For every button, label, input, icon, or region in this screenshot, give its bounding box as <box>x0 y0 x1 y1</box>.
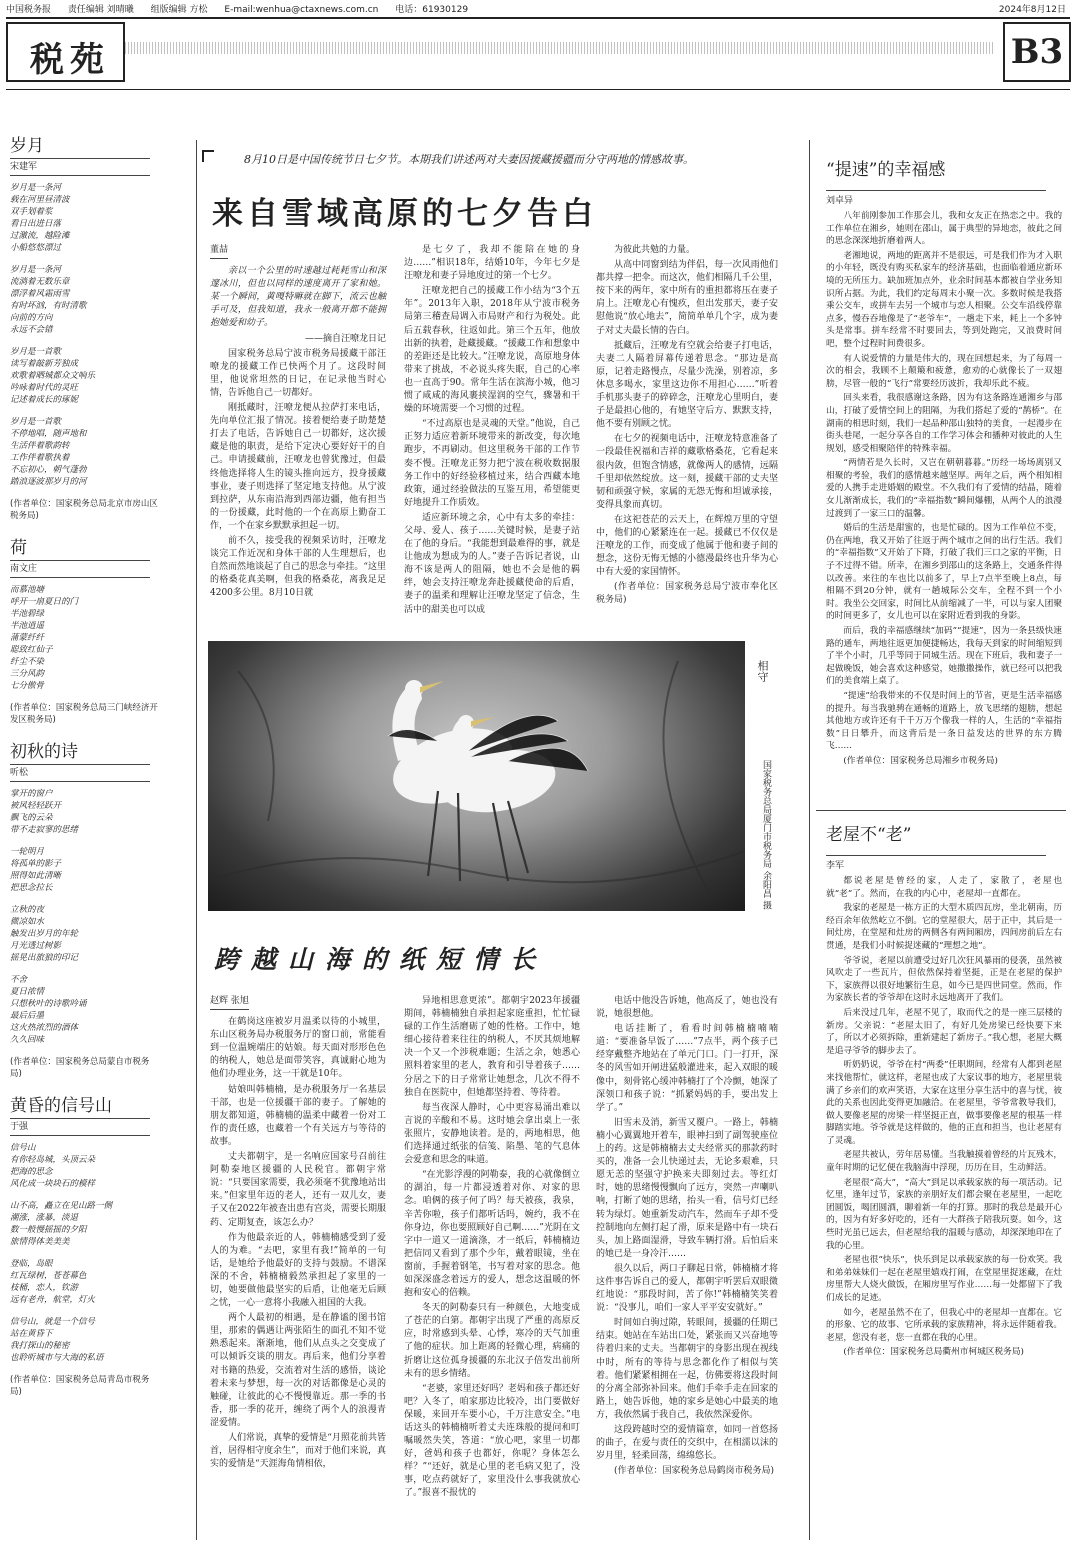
poem-byline: (作者单位：国家税务总局北京市房山区税务局) <box>10 499 158 521</box>
paragraph: 适应新环境之余，心中有太多的牵挂：父母、爱人、孩子……关键时候，是妻子站在了他的身后。“我能想到最难得的事，就是让他成为想成为的人。”妻子告诉记者说，山海不该是两人的阻隔，她也不会是他的羁绊，她会支持汪嘹龙奔赴援藏使命的后盾，妻子的温柔和理解让汪嘹龙坚定了信念，生活中的甜美也可以成 <box>404 512 580 615</box>
article3-title: “提速”的幸福感 <box>826 160 946 180</box>
poem-line: 流淌着无数乐章 <box>10 277 70 287</box>
paragraph: 每当夜深人静时，心中更容易涌出难以言说的辛酸和不易。这时她会拿出桌上一张张照片，安静地读着。是的，两地相思，他们选择通过纸张的信笺、陷墨、笔的气息体会爱意和思念的味道。 <box>404 1102 580 1166</box>
poem-line: 微凉如水 <box>10 917 45 927</box>
paragraph: 老湘地说，两地的距离并不是很远，可是我们作为才入职的小年轻，既没有购买私家车的经济基础，也面临着通应新环境的无所压力。缺加班加点外，业余时间基本都被自学业务知识所占据。为此，我们约定每周末小聚一次。多数时候是我搭乘公交车，或拼车去另一个城市与恋人相聚。公交车沿线停靠点多，慢吞吞地像是了“老爷车”，一趟走下来，耗上一个多钟头是常事。拼车经常不时要回去，等到处跑完，又浪费时间吧，整个过程时间费很多。 <box>826 250 1062 349</box>
poem-line: 掌开的窗户 <box>10 789 53 799</box>
paragraph: 是七夕了，我却不能陪在她的身边……”相识18年，结婚10年，今年七夕是汪嘹龙和妻子异地度过的第一个七夕。 <box>404 245 580 282</box>
paragraph: 这段跨越时空的爱情篇章，如同一首悠扬的曲子，在爱与责任的交织中，在相濡以沫的岁月里，轻柔回荡，绵绵悠长。 <box>596 1425 778 1462</box>
poem-line: 我打探山的秘密 <box>10 1341 70 1351</box>
poem-line: 有你轻岛城，头顶云朵 <box>10 1155 96 1165</box>
poem-line: 看日出进日落 <box>10 219 62 229</box>
paragraph: (作者单位：国家税务总局湘乡市税务局) <box>843 755 998 766</box>
poem-line: 一轮明月 <box>10 847 45 857</box>
poem-line: 岁月是一条河 <box>10 183 62 193</box>
paragraph: 抵藏后，汪嘹龙有空就会给妻子打电话，夫妻二人隔着屏幕传递着思念。“那边是高原，记着走路慢点，尽量少洗澡，别着凉，多休息多喝水，家里这边你不用担心……”听着手机那头妻子的碎碎念，汪嘹龙心里明白，妻子是最担心他的，有她坚守后方、默默支持，他不要有别顾之忧。 <box>596 340 778 430</box>
paragraph: “提速”给我带来的不仅是时间上的节省，更是生活幸福感的提升。每当我驰骋在通畅的道路上，放飞思绪的翅膀，想起其他地方或许还有千千万万个像我一样的人，生活的“幸福指数”日日攀升，而这背后是一条日益发达的世界的东方腾飞…… <box>826 690 1062 752</box>
poem-line: 小船悠悠漂过 <box>10 243 62 253</box>
paper-name: 中国税务报 <box>6 5 52 15</box>
poem-line: 不忘初心，朝气蓬勃 <box>10 465 87 475</box>
paragraph: 婚后的生活是甜蜜的，也是忙碌的。因为工作单位不变，仍在两地，我又开始了往返于两个城市之间的出行生活。我们的“幸福指数”又开始了下降，打破了我们三口之家的平衡，日子不过得不错。所幸，在湘乡到邵山的这条路上，交通条件得以改善。来往的车也比以前多了，早上7点半至晚上8点，每相隔不到20分钟，就有一趟城际公交车，全程不到一个小时。我坐公交回家，时间比从前缩减了一半，可以与家人团聚的时间更多了，女儿也可以在家附近看到我的身影。 <box>826 523 1062 622</box>
paragraph: “在光影浮漫的阿勒泰，我的心就像倒立的湖泊，每一片都浸透着对你、对家的思念。咱俩的孩子何了吗？每天被孩，我泉，辛苦你啦，孩子们都听话吗，婉约，我不在你身边，你也要照顾好自己啊……”光阴在文字中一道又一道滴涤，才一纸后，韩楠楠边把信同又看到了那个少年，戴着眼镜，坐在窗前，手握着钢笔，书写着对家的思念。他如深深盛念着远方的爱人，想念这温暖的怀抱和安心的倍赖。 <box>404 1170 580 1299</box>
decorative-band <box>125 42 995 54</box>
poem-stanza <box>10 1200 160 1248</box>
egret-image-icon <box>208 641 745 911</box>
poem-stanza <box>10 346 160 406</box>
masthead-rule <box>6 17 1070 19</box>
poem-line: 把海的思念 <box>10 1167 53 1177</box>
poem-stanza <box>10 846 160 894</box>
poem-author: 听松 <box>10 764 150 782</box>
paragraph: 八年前刚参加工作那会儿，我和女友正在热恋之中。我的工作单位在湘乡，她则在邵山，属于典型的异地恋，彼此之间的思念深深地折磨着两人。 <box>826 211 1062 247</box>
issue-date: 2024年8月12日 <box>998 5 1066 15</box>
poem <box>10 742 160 1080</box>
paragraph: 为彼此共勉的力量。 <box>614 245 696 255</box>
paragraph: 旧雪未及消，新雪又覆户。一路上，韩楠楠小心翼翼地开着车，眼神扫到了副驾驶座位上的药。这是韩楠楠去丈夫经常买的那款药时买的，准备一会儿快递过去，无论多艰难，只愿无恙的坚强守护换来夫即刻过去。等红灯时，她的思绪慢慢飘向了远方，突然一声喇叭响，打断了她的思绪，抬头一看，信号灯已经转为绿灯。她重新发动汽车，然而车子却不受控制地向左侧打起了滑，原来是路中有一块石头，加上路面湿滑，导致车辆打滑。后怕后来的她已是一身冷汗…… <box>596 1117 778 1259</box>
poem-line: 旅情得体美美美 <box>10 1237 70 1247</box>
photo-caption: 相守 <box>756 660 769 682</box>
poem-author: 于强 <box>10 1118 150 1136</box>
email: E-mail:wenhua@ctaxnews.com.cn <box>224 5 379 15</box>
poem <box>10 538 160 726</box>
poem-stanza <box>10 416 160 488</box>
poem-line: 岁月是一首歌 <box>10 347 62 357</box>
paragraph: 两个人最初的相遇，是在静谧的图书馆里，那索的偶遇让两张陌生的面孔不知不觉熟悉起来。渐渐地，他们从点头之交变成了可以倾诉交谈的朋友。再后来，他们分享着对书籍的热爱，交流着对生活的感悟，谈论着未来与梦想，每一次的对话都像是心灵的触碰，让彼此的心不慢慢靠近。那一季的书香，那一季的花开，缠绕了两个人的浪漫青涩爱情。 <box>210 1313 386 1428</box>
poem-line: 这火热浓烈的酒体 <box>10 1023 79 1033</box>
poem-line: 风化成一块块石的模样 <box>10 1179 96 1189</box>
paragraph: 听奶奶说，爷爷在村“两委”任职期间，经常有人都到老屋来找他帮忙，就这样，老屋也成了大家议事的地方，老屋里装满了乡亲们的欢声笑语，大家在这里分享生活中的喜与忧，彼此的关系也因此变得更加融洽。在老屋里，爷爷常教导我们，做人要像老屋的房梁一样坚挺正直，做事要像老屋的根基一样脚踏实地。爷爷就是这样做的，他的正直和担当，也让老屋有了灵魂。 <box>826 1060 1062 1146</box>
poem-stanza <box>10 1142 160 1190</box>
poem-author: 宋建军 <box>10 158 150 176</box>
poem-byline: (作者单位：国家税务总局三门峡经济开发区税务局) <box>10 703 158 725</box>
header-rule <box>6 89 1070 90</box>
poem-line: 枝桶，恋人，钦游 <box>10 1283 79 1293</box>
poem-stanza <box>10 1258 160 1306</box>
poem-line: 摇晃出旅狼的印记 <box>10 953 79 963</box>
poem-line: 记述着成长的琢妮 <box>10 395 79 405</box>
paragraph: 在鹤岗这座被岁月温柔以待的小城里，东山区税务局办税服务厅的窗口前，常能看到一位温婉端庄的姑娘。每天面对形形色色的纳税人，她总是面带笑容，真诚耐心地为他们办理业务，这一干就是10年。 <box>210 1017 386 1080</box>
poem-line: 夏日浓情 <box>10 987 45 997</box>
paragraph: 在七夕的视频电话中，汪嘹龙特意准备了一段最佳祝福和吉祥的藏歌格桑花，它看起来很内敛，但饱含情感，就像两人的感情，远隔千里却依然绽放。这一刻，援藏干部的丈夫坚韧和顽强守候，家属的无怨无悔和坦诚承接，变得具象而真切。 <box>596 434 778 510</box>
paragraph: 爷爷说，老屋以前遭受过好几次狂风暴雨的侵袭，虽然被风吹走了一些瓦片，但依然保持着坚挺，正是在老屋的保护下，家族得以很好地繁衍生息，如今已是四世同堂。然而，作为家族长者的爷爷却在这时永远地离开了我们。 <box>826 955 1062 1004</box>
poem-line: 潮涨，涨暴，淡退 <box>10 1213 79 1223</box>
poem-line: 立秋的夜 <box>10 905 45 915</box>
poem <box>10 1096 160 1398</box>
paragraph: 前不久，接受我的视频采访时，汪嘹龙谈完工作近况和身体干部的人生理想后，也自然而然地谈起了自己的思念与牵挂。“这里的格桑花真美啊，但我的格桑花，离我足足4200多公里。8月10日就 <box>210 535 386 599</box>
paragraph: (作者单位：国家税务总局宁波市奉化区税务局) <box>596 582 778 606</box>
article1-col3 <box>596 244 778 610</box>
paragraph: 汪嘹龙把自己的援藏工作小结为“3个五年”。2013年入职，2018年从宁波市税务局第三稽查局调入市局财产和行为税处。此后五载春秋，往返如此。第三个五年，他放出新的执着，赴藏援藏。“援藏工作和想象中的差距还是比较大。”汪嘹龙说，高原地身体带来了挑战，不必说头疼失眠，自己的心率也一直高于90。常年生活在滨海小城，他习惯了咸咸的海风裹挟湿润的空气，骤暑和干燥的环境需要一个习惯的过程。 <box>404 286 580 415</box>
paragraph: 回头来看，我很感谢这条路，因为有这条路连通湘乡与邵山，打破了爱情空间上的阻隔，为我们搭起了爱的“鹊桥”。在湖南的相思时刻，我们一起品种邵山独特的美食，一起漫步在街头巷尾，一起分享各自的工作学习体会和播种对彼此的人生规划，感受相聚陪伴的特殊幸福。 <box>826 393 1062 454</box>
article2-col1 <box>210 995 386 1473</box>
article1-author: 董喆 <box>210 244 228 259</box>
poem-line: 月光透过树影 <box>10 941 62 951</box>
poem-title: 荷 <box>10 538 27 558</box>
poem-line: 半池逍遥 <box>10 621 45 631</box>
poem-stanza <box>10 264 160 336</box>
poem-line: 欢歌着晒城都众文响乐 <box>10 371 96 381</box>
poem-stanza <box>10 584 160 692</box>
photo-credit: 国家税务总局厦门市税务局 余阳昌 摄 <box>761 760 771 910</box>
paragraph: 丈夫都朝宇，是一名响应国家号召前往阿勒泰地区援疆的人民税官。都朝宇常说：“只要国家需要，我必须毫不犹豫地站出来。”但家里年迈的老人，还有一双儿女，妻子又在2022年被查出患有宫炎，需要长期服药、定期复查，该怎么办？ <box>210 1152 386 1228</box>
paragraph: 如今，老屋虽然不在了，但我心中的老屋却一直都在。它的形象、它的故事、它所承载的家族精神，将永远伴随着我。老屋，您没有老，您一直都在我的心里。 <box>826 1307 1062 1343</box>
poem-line: 站在黄昏下 <box>10 1329 53 1339</box>
poem-byline: (作者单位：国家税务总局蒙自市税务局) <box>10 1057 150 1079</box>
paragraph: 姑娘叫韩楠楠，是办税服务厅一名基层干部，也是一位援疆干部的妻子。了解她的朋友都知道，韩楠楠的温柔中藏着一份对工作的责任感，也藏着一个有关远方与等待的故事。 <box>210 1084 386 1147</box>
paragraph: 作为他最亲近的人，韩楠楠感受到了爱人的为难。“去吧，家里有我!”简单的一句话，是她给予他最好的支持与鼓励。不谱深深的不舍，韩楠楠毅然承担起了家里的一切，她要做他最坚实的后盾，让他毫无后顾之忧，一心一意将小我融入祖国的大我。 <box>210 1232 386 1309</box>
poem-line: 被风轻轻跃开 <box>10 801 62 811</box>
article-divider <box>816 810 1066 811</box>
paragraph: 从高中同窗到结为伴侣，每一次风雨他们都共撑一把伞。而这次，他们相隔几千公里，按下来的两年，家中所有的重担都将压在妻子肩上。汪嘹龙心有愧疚，但出发那天，妻子安慰他说“放心地去”，简简单单几个字，成为妻子对丈夫最长情的告白。 <box>596 260 778 336</box>
poem-line: 漂浮着风霜雨雪 <box>10 289 70 299</box>
poem-line: 登临，岛眼 <box>10 1259 53 1269</box>
column-rule-right <box>809 140 810 1540</box>
poem-title: 岁月 <box>10 136 44 156</box>
poem-line: 聪致红仙子 <box>10 645 53 655</box>
paragraph: 人们常说，真挚的爱情是“月照花前共皆首，居得相守度余生”，而对于他们来说，真实的爱情是“天涯海角情相依， <box>210 1433 386 1470</box>
poem-title: 黄昏的信号山 <box>10 1096 112 1116</box>
paragraph: 异地相思意更浓”。都朝宇2023年援疆期间，韩楠楠独自承担起家庭重担，忙忙碌碌的工作生活磨砺了她的性格。工作中，她细心接待着来往往的纳税人，不厌其烦地解决一个又一个涉税难题；生活之余，她悉心照料着家里的老人，教育和引导着孩子……分居之下的日子常常让她想念，几次不得不独自在医院中，但她都坚持着、等待着。 <box>404 996 580 1098</box>
poem-line: 照得如此清晰 <box>10 871 62 881</box>
poem-line: 也聆听城市与大海的私语 <box>10 1353 104 1363</box>
poem-line: 而慕池塘 <box>10 585 45 595</box>
poem-line: 双手划着浆 <box>10 207 53 217</box>
page-number: B3 <box>1003 22 1071 82</box>
paragraph: 电话中他没告诉她，他高反了，她也没有说，她很想他。 <box>596 996 778 1020</box>
paragraph: (作者单位：国家税务总局衢州市柯城区税务局) <box>843 1347 1024 1358</box>
poem-line: 信号山 <box>10 1143 36 1153</box>
poem-line: 蒲蒙纤纤 <box>10 633 45 643</box>
paragraph: (作者单位：国家税务总局鹤岗市税务局) <box>614 1466 775 1477</box>
paragraph: 刚抵藏时，汪嘹龙便从拉萨打来电话，先向单位汇报了情况。接着便给妻子助楚楚打去了电话，告诉她自己一切都好，这次援藏是他的职责，是给下定决心要好好干的自己。申请援藏前，汪嘹龙也曾犹豫过，但最终他选择将人生的镜头推向远方，投身援藏事业，妻子则选择了坚定地支持他。从宁波到拉萨，从东南沿海到西部边疆，他有担当的一份援藏，此时他的一个在高原上勤奋工作，一个在家乡默默承担起一切。 <box>210 403 386 531</box>
paragraph: 时间如白驹过隙，转眼间，援疆的任期已结束。她站在车站出口处，紧张而又兴奋地等待着归来的丈夫。当都朝宇的身影出现在视线中时，所有的等待与思念都化作了相似与笑着。他们紧紧相拥在一起，仿佛要将这段时间的分离全部弥补回来。他们手牵手走在回家的路上，她告诉他，她的家乡是她心中最美的地方，我依然属于我自己，我依然深爱你。 <box>596 1318 778 1420</box>
poem-line: 工作伴着歌执着 <box>10 453 70 463</box>
paragraph: 我家的老屋是一栋方正的大型木质四瓦房，坐北朝南，历经百余年依然屹立不倒。它的堂屋很大，居于正中，其后是一间灶房，在堂屋和灶房的两侧各有两间厢房，四间房前后左右贯通，是我们小时候捉迷藏的“理想之地”。 <box>826 903 1062 951</box>
egret-photo <box>208 641 745 911</box>
poem-line: 载在河里昼清波 <box>10 195 70 205</box>
poem-line: 纤尘不染 <box>10 657 45 667</box>
poem-line: 半池碧绿 <box>10 609 45 619</box>
poem-line: 触发出岁月的年轮 <box>10 929 79 939</box>
feature-intro: 8月10日是中国传统节日七夕节。本期我们讲述两对夫妻因援藏援疆而分守两地的情感故事。 <box>210 150 760 176</box>
poem-author: 南文庄 <box>10 560 150 578</box>
paragraph: 有人说爱情的力量是伟大的，现在回想起来，为了每周一次的相会，我顾不上颠簸和疲惫，愈劝的心就像长了一双翅膀，尽管一般的“飞行”常要经历波折，我却乐此不疲。 <box>826 353 1062 389</box>
paragraph: 后来没过几年，老屋不见了，取而代之的是一座三层楼的新房。父亲说：“老屋太旧了，有好几处房梁已经快要下来了，所以才必须拆除，重新建起了新房子。”我心想，老屋大概是追寻爷爷的脚步去了。 <box>826 1007 1062 1056</box>
poem-stanza <box>10 182 160 254</box>
article2-title: 跨越山海的纸短情长 <box>214 945 548 974</box>
article2-col3 <box>596 995 778 1480</box>
paragraph: 电话挂断了，看看时间韩楠楠喃喃道：“要准备早饭了……”7点半，两个孩子已经穿戴整齐地站在了单元门口。门一打开，深冬的风雪如开闸进猛般灌进来，起入双眼的暖像中，刻骨铭心缓冲韩楠打了个冷颤，她深了深领口和孩子说：“抓紧妈妈的手，要出发上学了。” <box>596 1024 778 1113</box>
poem-line: 有时坏汹，有时清歌 <box>10 301 87 311</box>
poem-line: 数一般慢摇摇的夕阳 <box>10 1225 87 1235</box>
poem-byline: (作者单位：国家税务总局青岛市税务局) <box>10 1375 150 1397</box>
poetry-column <box>10 136 160 1418</box>
paragraph: 都说老屋是曾经的家，人走了，家散了，老屋也就“老”了。然而，在我的内心中，老屋却一直都在。 <box>826 876 1062 899</box>
article1-col2 <box>404 244 580 619</box>
section-title-box <box>6 22 125 82</box>
poem-line: 信号山，就是一个信号 <box>10 1317 96 1327</box>
poem-line: 读写着敲新芳独成 <box>10 359 79 369</box>
article3-author: 刘卓异 <box>826 190 1046 206</box>
poem-stanza <box>10 788 160 836</box>
poem-line: 踏浪逐波那岁月的河 <box>10 477 87 487</box>
poem-line: 岁月是一首歌 <box>10 417 62 427</box>
poem-line: 呼开一扇夏日的门 <box>10 597 79 607</box>
poem-line: 七分傲骨 <box>10 681 45 691</box>
article2-author: 赵辉 张旭 <box>210 995 249 1010</box>
column-rule-left <box>196 140 197 1540</box>
poem-line: 飘飞的云朵 <box>10 813 53 823</box>
poem-line: 红瓦绿树，苍苍幕色 <box>10 1271 87 1281</box>
paragraph: 而后，我的幸福感继续“加码”“提速”，因为一条县级快速路的通车，两地往返更加便捷畅达，我每天到家的时间缩短到了半个小时，几乎等同于同城生活。现在下班后，我和妻子一起做晚饭，她会喜欢这种感觉，她撒撒操作，就已经可以把我们的美食端上桌了。 <box>826 626 1062 687</box>
poem-stanza <box>10 974 160 1046</box>
poem-title: 初秋的诗 <box>10 742 78 762</box>
poem-line: 不舍 <box>10 975 28 985</box>
poem-line: 将孤单的影子 <box>10 859 62 869</box>
paragraph: 老屋很“高大”，“高大”到足以承载家族的每一项活动。记忆里，逢年过节，家族的亲朋好友们都会聚在老屋里，一起吃团圆饭，喝团圆酒，聊着新一年的打算。那时的我总是最开心的，因为有好多好吃的，还有一大群孩子陪我玩耍。如今，这些时光虽已远去，但老屋给我的温暖与感动，却深深地印在了我的心里。 <box>826 1177 1062 1251</box>
article4-body <box>826 875 1062 1361</box>
article1-col1 <box>210 244 386 602</box>
poem-stanza <box>10 1316 160 1364</box>
editor: 责任编辑 刘晴曦 <box>67 5 134 15</box>
poem-line: 过激流，越险滩 <box>10 231 70 241</box>
paragraph: 很久以后，两口子聊起日常，韩楠楠才将这件事告诉自己的爱人，都朝宇听罢后双眼微红地说：“那段时间，苦了你!”韩楠楠笑笑着说：“没事儿，咱们一家人平平安安就好。” <box>596 1263 778 1314</box>
poem-line: 三分风韵 <box>10 669 45 679</box>
paragraph: “两情若是久长时，又岂在朝朝暮暮。”历经一场场离别又相聚的考验，我们的感情越来越坚厚。两年之后，两个相知相爱的人携手走进婚姻的殿堂。不久我们有了爱情的结晶，随着女儿渐渐成长，我们的“幸福指数”瞬间爆棚，从两个人的浪漫过渡到了一家三口的温馨。 <box>826 458 1062 519</box>
article1-quote: 亲以一个公里的时速越过耗耗雪山和深邃冰川，但也以同样的速度离开了家和她。某一个瞬间，黄嘎特嘛就在脚下，流云也触手可及，但我知道，我永一般离开都不能拥抱她爱和幼子。 <box>210 266 386 329</box>
poem-stanza <box>10 904 160 964</box>
poem-line: 岁月是一条河 <box>10 265 62 275</box>
poem-line: 远有老舟，航堂，灯火 <box>10 1295 96 1305</box>
poem-line: 向前的方向 <box>10 313 53 323</box>
paragraph: “不过高原也是灵魂的天堂。”他说，自己正努力适应着新环境带来的新改变，每次地跑步，不再刷动。但这里税务干部的工作节奏不慢。汪嘹龙正努力把宁波在税收数据服务工作中的好经验移植过来，结合西藏本地政策，通过经验做法的互鉴互用，希望能更好地提升工作质效。 <box>404 419 580 508</box>
layout-editor: 组版编辑 方松 <box>150 5 208 15</box>
article2-col2 <box>404 995 580 1503</box>
poem-line: 带不走寂寥的思绪 <box>10 825 79 835</box>
article3-body <box>826 210 1062 770</box>
poem-line: 生活伴着歌韵转 <box>10 441 70 451</box>
poem-line: 久久回味 <box>10 1035 45 1045</box>
poem-line: 不停地唱，随声地和 <box>10 429 87 439</box>
article4-author: 李军 <box>826 855 1046 871</box>
paragraph: “老婆，家里还好吗？老妈和孩子都还好吧？入冬了，咱家那边比较冷，出门要做好保暖，来回开车要小心，千万注意安全。”电话这头的韩楠楠听着丈夫连珠般的提问和叮嘱暖然失笑，答道：“放心吧，家里一切都好，爸妈和孩子也都好，你呢？身体怎么样？”“还好，就是心里的老毛病又犯了，没事，吃点药就好了，家里没什么事我就放心了。”报喜不报忧的 <box>404 1383 580 1499</box>
article1-title: 来自雪域高原的七夕告白 <box>212 196 597 232</box>
poem-line: 永远不会错 <box>10 325 53 335</box>
paragraph: 老屋共被认，劳年居易懂。当我触摸着曾经的片瓦残木，童年时期的记忆便在我脑海中浮现，历历在目，生动鲜活。 <box>826 1150 1062 1174</box>
paragraph: 冬天的阿勒泰只有一种颜色，大地变成了苍茫的白第。都朝宇出现了严重的高原反应，时常感到头晕、心悸，寒冷的天气加重了他的症状。加上距离的轻微心理，病痛的折磨让这位孤身援疆的东北汉子倍发出前所未有的思乡情绪。 <box>404 1303 580 1379</box>
article4-title: 老屋不“老” <box>826 825 912 845</box>
poem-line: 把思念拉长 <box>10 883 53 893</box>
section-title: 税苑 <box>30 40 110 80</box>
poem-line: 最后后墨 <box>10 1011 45 1021</box>
poem-line: 吟咏着时代的灵旺 <box>10 383 79 393</box>
paragraph: 在这祀苍茫的云天上，在辉煌万里的守望中，他们的心紧紧连在一起。援藏已不仅仅是汪嘹龙的工作，而变成了他属于他和妻子间的想念，这份无悔无憾的小德漫最终也升华为心中有大爱的家国情怀。 <box>596 514 778 578</box>
poem-line: 山不高，矗立在见山路一侧 <box>10 1201 113 1211</box>
paragraph: 国家税务总局宁波市税务局援藏干部汪嘹龙的援藏工作已快两个月了。这段时间里，他说常坦然的日记，在记录他当时心情，告诉他自己一切都好。 <box>210 348 386 398</box>
article1-quote-sign: ——摘自汪嘹龙日记 <box>304 333 386 344</box>
corner-mark-icon <box>202 150 214 162</box>
phone: 电话：61930129 <box>395 5 469 15</box>
paragraph: 老屋也很“快乐”，快乐到足以承载家族的每一份欢笑。我和弟弟妹妹们一起在老屋里嬉戏打闹，在堂屋里捉迷藏，在灶房里帮大人烧火做饭，在厢房里写作业……每一处都留下了我们成长的足迹。 <box>826 1255 1062 1303</box>
poem-line: 只想秋叶的诗歌吟诵 <box>10 999 87 1009</box>
masthead <box>6 4 1070 16</box>
poem <box>10 136 160 522</box>
